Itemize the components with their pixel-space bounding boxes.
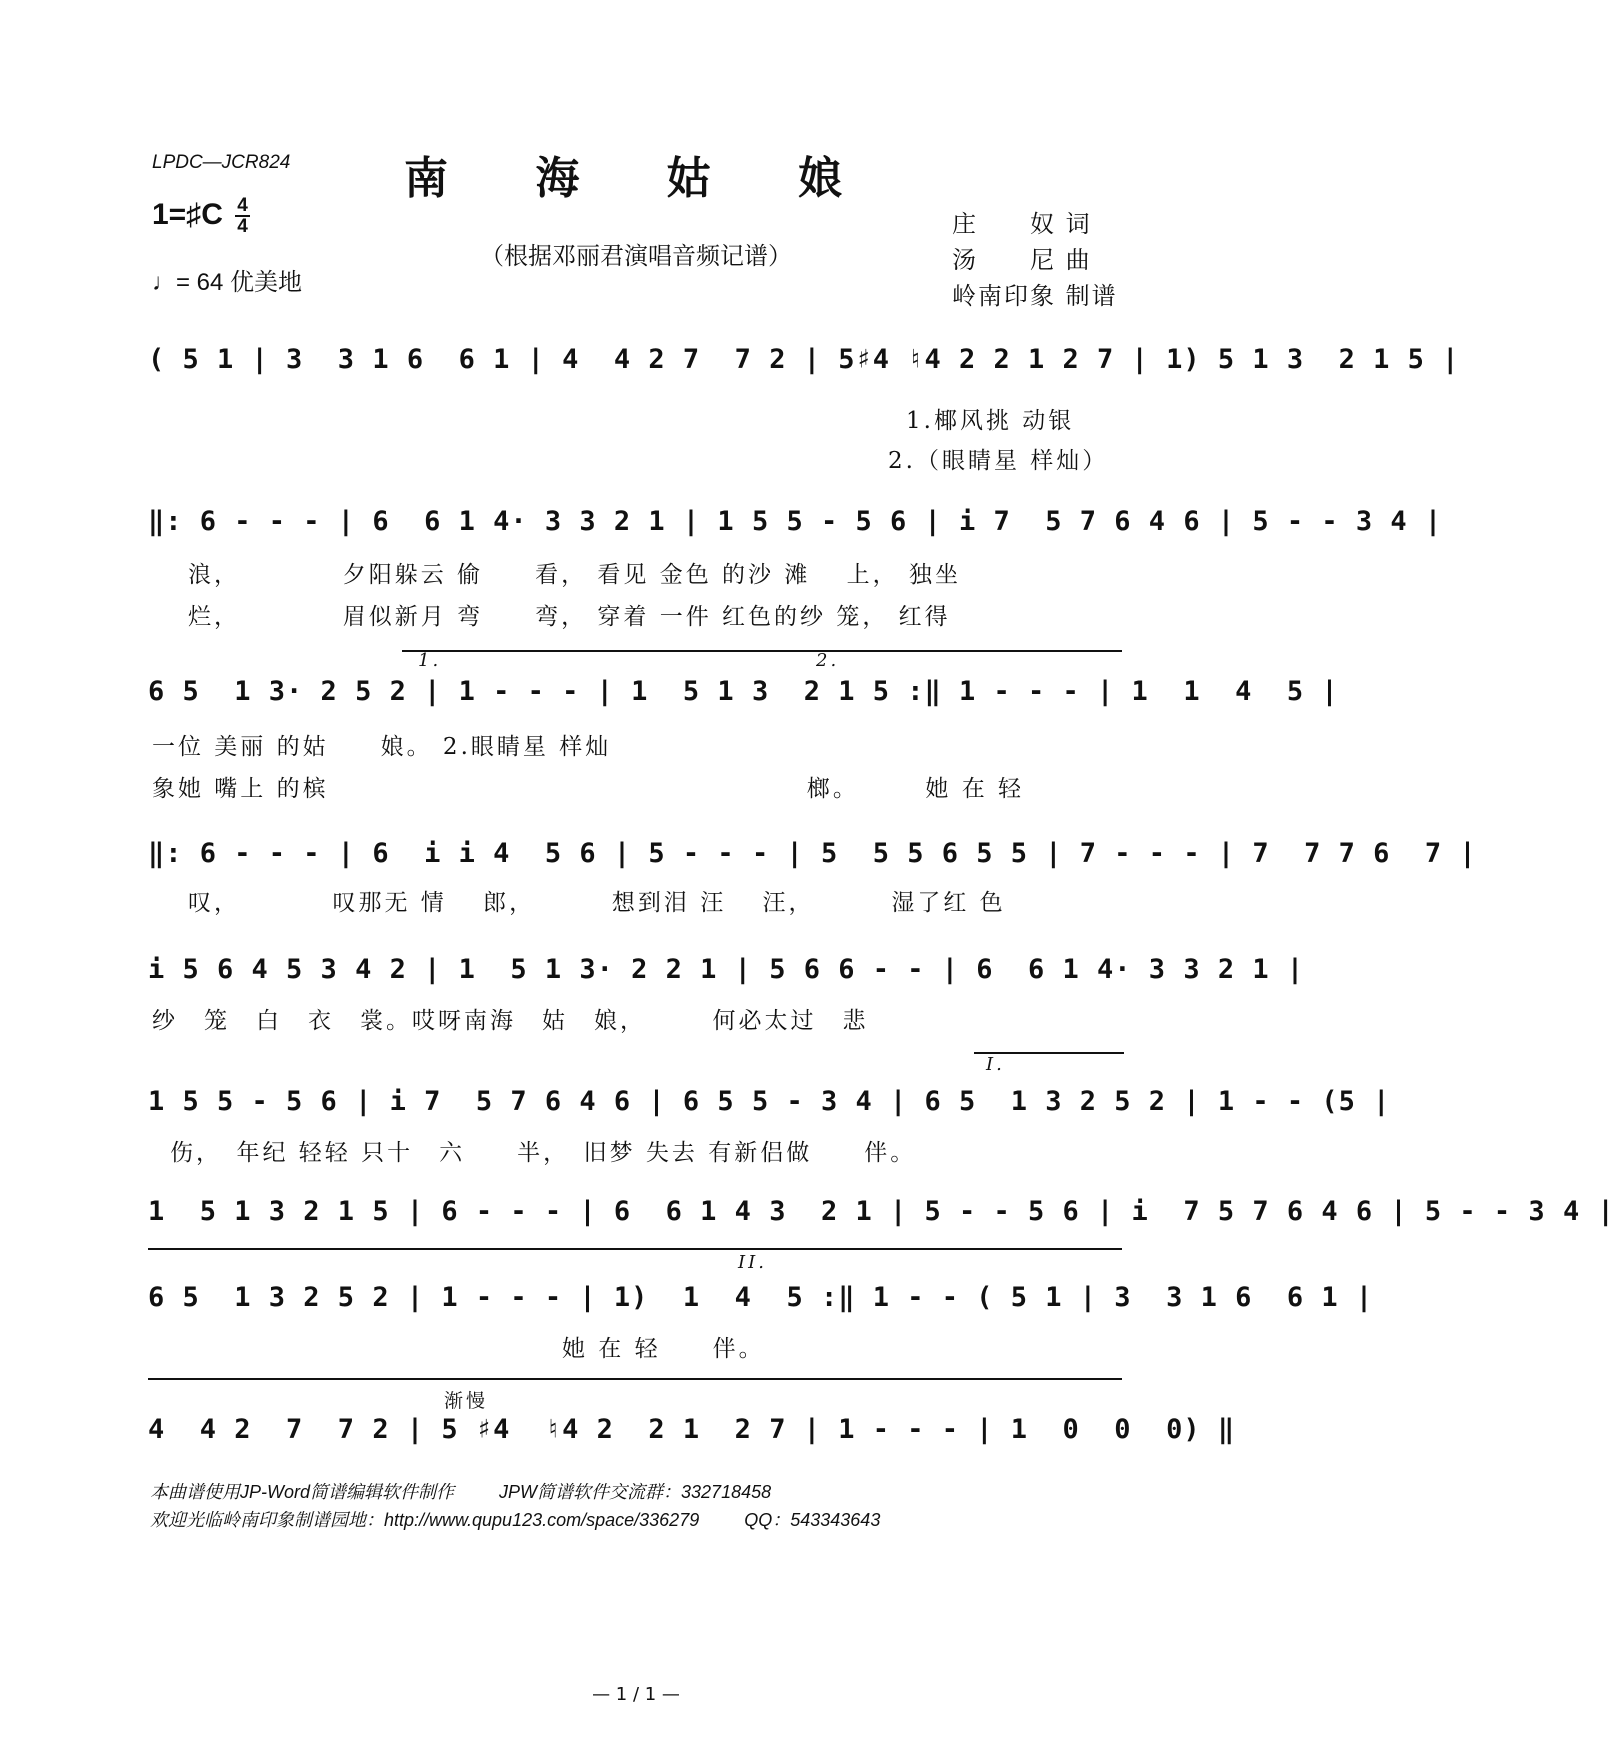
tempo-marking: ♩= 64 优美地: [152, 269, 303, 296]
footer-line-2: [150, 1506, 880, 1532]
lyric-row-3-verse-1: 一位 美丽 的姑 娘。 2.眼睛星 样灿: [152, 734, 612, 760]
arranger: 岭南印象 制谱: [952, 282, 1118, 310]
time-top: 4: [237, 195, 248, 216]
lyric-row-5: 纱 笼 白 衣 裳。哎呀南海 姑 娘， 何必太过 悲: [152, 1008, 869, 1034]
staff-separator-line: [148, 1248, 1122, 1250]
credits: [952, 206, 1118, 314]
lyric-row-6: 伤， 年纪 轻轻 只十 六 半， 旧梦 失去 有新侣做 伴。: [170, 1140, 917, 1166]
lyric-row-8: 她 在 轻 伴。: [562, 1336, 765, 1362]
notes-row-1: ( 5 1 | 3 3 1 6 6 1 | 4 4 2 7 7 2 | 5♯4 ♮4 2 2 1 2 7 | 1) 5 1 3 2 1 5 |: [148, 344, 1460, 375]
notes-row-8: 6 5 1 3 2 5 2 | 1 - - - | 1) 1 4 5 :‖ 1 - - ( 5 1 | 3 3 1 6 6 1 |: [148, 1282, 1374, 1313]
ritardando-marking: 渐慢: [444, 1390, 489, 1412]
lyricist: 庄 奴 词: [952, 210, 1092, 238]
key-text: 1=♯C: [152, 197, 223, 231]
notes-row-7: 1 5 1 3 2 1 5 | 6 - - - | 6 6 1 4 3 2 1 | 5 - - 5 6 | i 7 5 7 6 4 6 | 5 - - 3 4 |: [148, 1196, 1615, 1227]
lyric-row-3-verse-2: 象她 嘴上 的槟 榔。 她 在 轻: [152, 776, 1025, 802]
notes-row-2: ‖: 6 - - - | 6 6 1 4· 3 3 2 1 | 1 5 5 - 5 6 | i 7 5 7 6 4 6 | 5 - - 3 4 |: [148, 506, 1443, 537]
lyric-row-1-verse-2: 2.（眼睛星 样灿）: [888, 448, 1109, 474]
footer-website: 欢迎光临岭南印象制谱园地：http://www.qupu123.com/space/336279: [150, 1510, 700, 1530]
footer-software: 本曲谱使用JP-Word简谱编辑软件制作: [150, 1482, 455, 1502]
lyric-row-2-verse-2: 烂， 眉似新月 弯 弯， 穿着 一件 红色的纱 笼， 红得: [188, 604, 951, 630]
time-bottom: 4: [237, 216, 248, 237]
lyric-row-1-verse-1: 1.椰风挑 动银: [906, 408, 1075, 434]
notes-row-4: ‖: 6 - - - | 6 i i 4 5 6 | 5 - - - | 5 5 5 6 5 5 | 7 - - - | 7 7 7 6 7 |: [148, 838, 1477, 869]
time-signature: [235, 196, 250, 236]
notes-row-6: 1 5 5 - 5 6 | i 7 5 7 6 4 6 | 6 5 5 - 3 4 | 6 5 1 3 2 5 2 | 1 - - (5 |: [148, 1086, 1391, 1117]
song-title: 南 海 姑 娘: [404, 153, 878, 204]
footer-line-1: [150, 1478, 771, 1504]
song-subtitle: （根据邓丽君演唱音频记谱）: [480, 242, 792, 270]
notes-row-3: 6 5 1 3· 2 5 2 | 1 - - - | 1 5 1 3 2 1 5 :‖ 1 - - - | 1 1 4 5 |: [148, 676, 1339, 707]
lyric-row-2-verse-1: 浪， 夕阳躲云 偷 看， 看见 金色 的沙 滩 上， 独坐: [188, 562, 961, 588]
ending-bracket-2: [792, 650, 1122, 652]
notes-row-5: i 5 6 4 5 3 4 2 | 1 5 1 3· 2 2 1 | 5 6 6 - - | 6 6 1 4· 3 3 2 1 |: [148, 954, 1305, 985]
footer-group: JPW简谱软件交流群：332718458: [499, 1482, 772, 1502]
staff-separator-line-2: [148, 1378, 1122, 1380]
composer: 汤 尼 曲: [952, 246, 1092, 274]
score-code: LPDC—JCR824: [152, 152, 291, 173]
lyric-row-4: 叹， 叹那无 情 郎， 想到泪 汪 汪， 湿了红 色: [188, 890, 1006, 916]
key-signature: [152, 196, 250, 236]
page-number: — 1 / 1 —: [592, 1684, 680, 1705]
ending-label-2: 2.: [816, 650, 840, 671]
ending-label-1: 1.: [418, 650, 442, 671]
notes-row-9: 4 4 2 7 7 2 | 5 ♯4 ♮4 2 2 1 2 7 | 1 - - - | 1 0 0 0) ‖: [148, 1414, 1236, 1445]
ending-label-II: II.: [738, 1252, 767, 1273]
footer-qq: QQ：543343643: [744, 1510, 881, 1530]
ending-label-I: I.: [986, 1054, 1005, 1075]
